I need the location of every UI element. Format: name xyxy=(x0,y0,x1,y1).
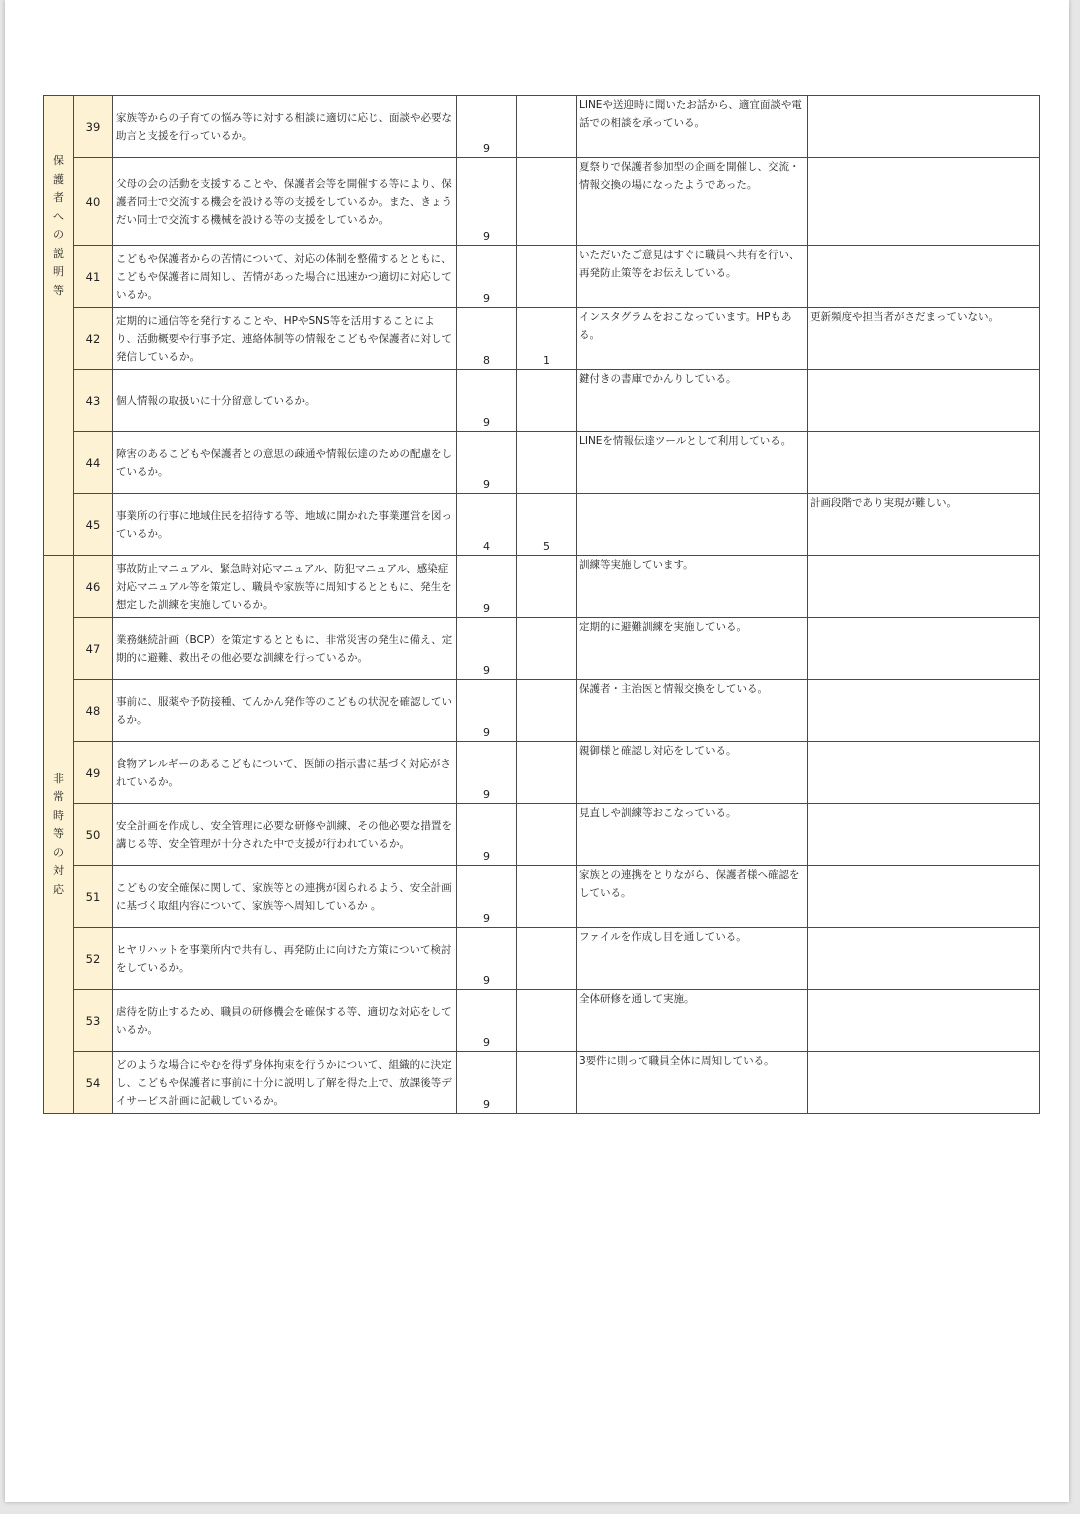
no-count xyxy=(517,618,577,680)
item-number: 39 xyxy=(74,96,113,158)
improvement-comment xyxy=(808,432,1040,494)
question-text: 事故防止マニュアル、緊急時対応マニュアル、防犯マニュアル、感染症対応マニュアル等を策定し、職員や家族等に周知するとともに、発生を想定した訓練を実施しているか。 xyxy=(113,556,457,618)
table-row xyxy=(44,308,1040,370)
table-row xyxy=(44,246,1040,308)
improvement-comment xyxy=(808,96,1040,158)
table-row xyxy=(44,1052,1040,1114)
question-text: ヒヤリハットを事業所内で共有し、再発防止に向けた方策について検討をしているか。 xyxy=(113,928,457,990)
item-number: 43 xyxy=(74,370,113,432)
yes-count: 9 xyxy=(457,928,517,990)
no-count xyxy=(517,804,577,866)
no-count xyxy=(517,96,577,158)
no-count xyxy=(517,556,577,618)
category-label: 保護者への説明等 xyxy=(53,154,64,297)
yes-count: 9 xyxy=(457,246,517,308)
table-row xyxy=(44,96,1040,158)
improvement-comment xyxy=(808,246,1040,308)
item-number: 44 xyxy=(74,432,113,494)
facility-comment: 訓練等実施しています。 xyxy=(577,556,808,618)
category-label: 非常時等の対応 xyxy=(53,771,64,896)
no-count xyxy=(517,370,577,432)
no-count xyxy=(517,742,577,804)
item-number: 48 xyxy=(74,680,113,742)
question-text: 個人情報の取扱いに十分留意しているか。 xyxy=(113,370,457,432)
evaluation-table xyxy=(43,95,1040,1114)
facility-comment: 親御様と確認し対応をしている。 xyxy=(577,742,808,804)
category-explanation xyxy=(44,96,74,556)
no-count xyxy=(517,866,577,928)
yes-count: 9 xyxy=(457,1052,517,1114)
question-text: 家族等からの子育ての悩み等に対する相談に適切に応じ、面談や必要な助言と支援を行っているか。 xyxy=(113,96,457,158)
question-text: 事業所の行事に地域住民を招待する等、地域に開かれた事業運営を図っているか。 xyxy=(113,494,457,556)
no-count xyxy=(517,990,577,1052)
yes-count: 9 xyxy=(457,866,517,928)
no-count xyxy=(517,246,577,308)
facility-comment: インスタグラムをおこなっています。HPもある。 xyxy=(577,308,808,370)
facility-comment: LINEや送迎時に聞いたお話から、適宜面談や電話での相談を承っている。 xyxy=(577,96,808,158)
item-number: 40 xyxy=(74,158,113,246)
yes-count: 9 xyxy=(457,990,517,1052)
yes-count: 9 xyxy=(457,680,517,742)
facility-comment: 家族との連携をとりながら、保護者様へ確認をしている。 xyxy=(577,866,808,928)
improvement-comment xyxy=(808,556,1040,618)
yes-count: 8 xyxy=(457,308,517,370)
facility-comment: 定期的に避難訓練を実施している。 xyxy=(577,618,808,680)
table-row xyxy=(44,866,1040,928)
item-number: 52 xyxy=(74,928,113,990)
question-text: 食物アレルギーのあるこどもについて、医師の指示書に基づく対応がされているか。 xyxy=(113,742,457,804)
yes-count: 9 xyxy=(457,370,517,432)
yes-count: 9 xyxy=(457,432,517,494)
yes-count: 9 xyxy=(457,742,517,804)
facility-comment: 鍵付きの書庫でかんりしている。 xyxy=(577,370,808,432)
question-text: こどもや保護者からの苦情について、対応の体制を整備するとともに、こどもや保護者に周知し、苦情があった場合に迅速かつ適切に対応しているか。 xyxy=(113,246,457,308)
facility-comment: LINEを情報伝達ツールとして利用している。 xyxy=(577,432,808,494)
yes-count: 4 xyxy=(457,494,517,556)
yes-count: 9 xyxy=(457,158,517,246)
no-count xyxy=(517,1052,577,1114)
table-row xyxy=(44,680,1040,742)
yes-count: 9 xyxy=(457,804,517,866)
yes-count: 9 xyxy=(457,618,517,680)
item-number: 45 xyxy=(74,494,113,556)
no-count xyxy=(517,928,577,990)
no-count: 5 xyxy=(517,494,577,556)
table-row xyxy=(44,928,1040,990)
question-text: 障害のあるこどもや保護者との意思の疎通や情報伝達のための配慮をしているか。 xyxy=(113,432,457,494)
improvement-comment xyxy=(808,370,1040,432)
no-count xyxy=(517,432,577,494)
improvement-comment xyxy=(808,680,1040,742)
improvement-comment xyxy=(808,742,1040,804)
question-text: 事前に、服薬や予防接種、てんかん発作等のこどもの状況を確認しているか。 xyxy=(113,680,457,742)
facility-comment: いただいたご意見はすぐに職員へ共有を行い、再発防止策等をお伝えしている。 xyxy=(577,246,808,308)
facility-comment: 保護者・主治医と情報交換をしている。 xyxy=(577,680,808,742)
item-number: 54 xyxy=(74,1052,113,1114)
no-count xyxy=(517,680,577,742)
item-number: 53 xyxy=(74,990,113,1052)
improvement-comment: 計画段階であり実現が難しい。 xyxy=(808,494,1040,556)
improvement-comment xyxy=(808,928,1040,990)
improvement-comment xyxy=(808,990,1040,1052)
table-row xyxy=(44,556,1040,618)
facility-comment: ファイルを作成し目を通している。 xyxy=(577,928,808,990)
question-text: こどもの安全確保に関して、家族等との連携が図られるよう、安全計画に基づく取組内容について、家族等へ周知しているか 。 xyxy=(113,866,457,928)
table-row xyxy=(44,158,1040,246)
item-number: 49 xyxy=(74,742,113,804)
document-page xyxy=(5,0,1069,1502)
table-row xyxy=(44,432,1040,494)
facility-comment xyxy=(577,494,808,556)
yes-count: 9 xyxy=(457,556,517,618)
facility-comment: 全体研修を通して実施。 xyxy=(577,990,808,1052)
question-text: 定期的に通信等を発行することや、HPやSNS等を活用することにより、活動概要や行事予定、連絡体制等の情報をこどもや保護者に対して発信しているか。 xyxy=(113,308,457,370)
item-number: 46 xyxy=(74,556,113,618)
item-number: 51 xyxy=(74,866,113,928)
question-text: 安全計画を作成し、安全管理に必要な研修や訓練、その他必要な措置を講じる等、安全管理が十分された中で支援が行われているか。 xyxy=(113,804,457,866)
no-count: 1 xyxy=(517,308,577,370)
table-row xyxy=(44,990,1040,1052)
table-row xyxy=(44,618,1040,680)
item-number: 42 xyxy=(74,308,113,370)
question-text: 業務継続計画（BCP）を策定するとともに、非常災害の発生に備え、定期的に避難、救出その他必要な訓練を行っているか。 xyxy=(113,618,457,680)
improvement-comment xyxy=(808,1052,1040,1114)
category-emergency xyxy=(44,556,74,1114)
question-text: どのような場合にやむを得ず身体拘束を行うかについて、組織的に決定し、こどもや保護者に事前に十分に説明し了解を得た上で、放課後等デイサービス計画に記載しているか。 xyxy=(113,1052,457,1114)
facility-comment: 3要件に則って職員全体に周知している。 xyxy=(577,1052,808,1114)
table-row xyxy=(44,370,1040,432)
improvement-comment xyxy=(808,866,1040,928)
question-text: 虐待を防止するため、職員の研修機会を確保する等、適切な対応をしているか。 xyxy=(113,990,457,1052)
table-row xyxy=(44,494,1040,556)
item-number: 47 xyxy=(74,618,113,680)
improvement-comment xyxy=(808,804,1040,866)
no-count xyxy=(517,158,577,246)
question-text: 父母の会の活動を支援することや、保護者会等を開催する等により、保護者同士で交流する機会を設ける等の支援をしているか。また、きょうだい同士で交流する機械を設ける等の支援をしているか。 xyxy=(113,158,457,246)
yes-count: 9 xyxy=(457,96,517,158)
table-row xyxy=(44,742,1040,804)
improvement-comment xyxy=(808,158,1040,246)
table-row xyxy=(44,804,1040,866)
facility-comment: 見直しや訓練等おこなっている。 xyxy=(577,804,808,866)
improvement-comment: 更新頻度や担当者がさだまっていない。 xyxy=(808,308,1040,370)
improvement-comment xyxy=(808,618,1040,680)
facility-comment: 夏祭りで保護者参加型の企画を開催し、交流・情報交換の場になったようであった。 xyxy=(577,158,808,246)
item-number: 50 xyxy=(74,804,113,866)
item-number: 41 xyxy=(74,246,113,308)
